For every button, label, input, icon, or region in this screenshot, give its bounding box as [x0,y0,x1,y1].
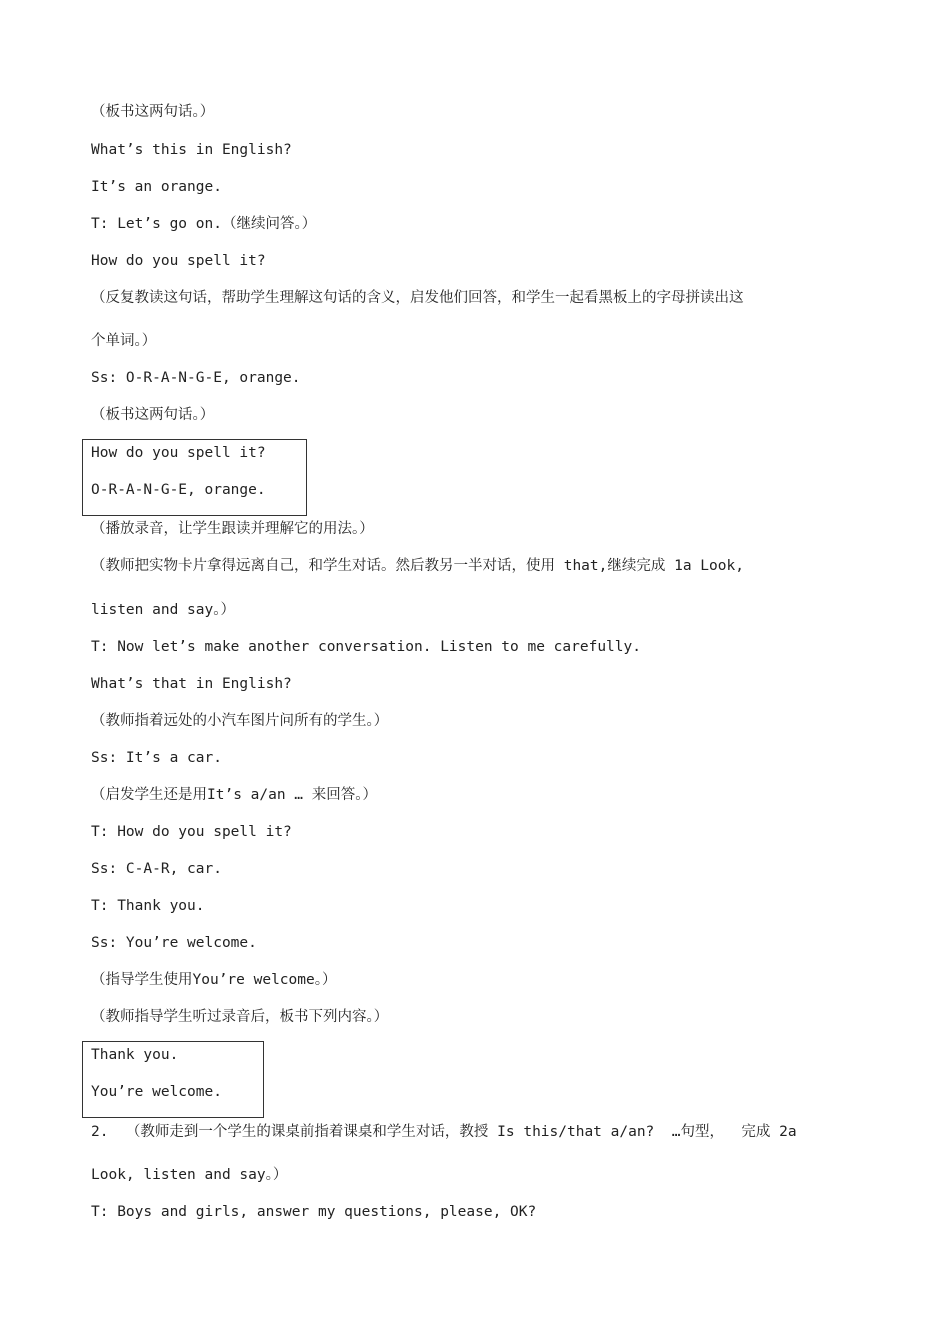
text-line: Ss: C-A-R, car. [91,861,222,877]
text-line: What’s this in English? [91,142,292,158]
text-line: （教师把实物卡片拿得远离自己，和学生对话。然后教另一半对话，使用 that,继续完成 1a Look, [91,558,744,574]
text-line: （启发学生还是用It’s a/an … 来回答。） [91,787,378,803]
text-line: （播放录音，让学生跟读并理解它的用法。） [91,521,374,537]
text-line: （反复教读这句话，帮助学生理解这句话的含义，启发他们回答，和学生一起看黑板上的字母拼读出这 [91,290,744,306]
text-line: How do you spell it? [91,253,266,269]
text-line: T: Thank you. [91,898,205,914]
text-line: （板书这两句话。） [91,104,215,120]
text-line: O-R-A-N-G-E, orange. [91,482,266,498]
text-line: T: Boys and girls, answer my questions, please, OK? [91,1204,537,1220]
text-line: （教师指导学生听过录音后，板书下列内容。） [91,1009,389,1025]
text-line: You’re welcome. [91,1084,222,1100]
text-line: Ss: You’re welcome. [91,935,257,951]
text-line: T: Now let’s make another conversation. Listen to me carefully. [91,639,641,655]
text-line: What’s that in English? [91,676,292,692]
text-line: How do you spell it? [91,445,266,461]
text-line: Ss: It’s a car. [91,750,222,766]
text-line: It’s an orange. [91,179,222,195]
text-line: T: Let’s go on.（继续问答。） [91,216,317,232]
text-line: Look, listen and say。） [91,1167,288,1183]
text-line: 个单词。） [91,333,157,349]
text-line: Ss: O-R-A-N-G-E, orange. [91,370,301,386]
text-line: （教师指着远处的小汽车图片问所有的学生。） [91,713,389,729]
text-line: （指导学生使用You’re welcome。） [91,972,337,988]
text-line: listen and say。） [91,602,235,618]
text-line: 2. （教师走到一个学生的课桌前指着课桌和学生对话，教授 Is this/that a/an? …句型， 完成 2a [91,1124,797,1140]
text-line: T: How do you spell it? [91,824,292,840]
text-line: （板书这两句话。） [91,407,215,423]
text-line: Thank you. [91,1047,179,1063]
